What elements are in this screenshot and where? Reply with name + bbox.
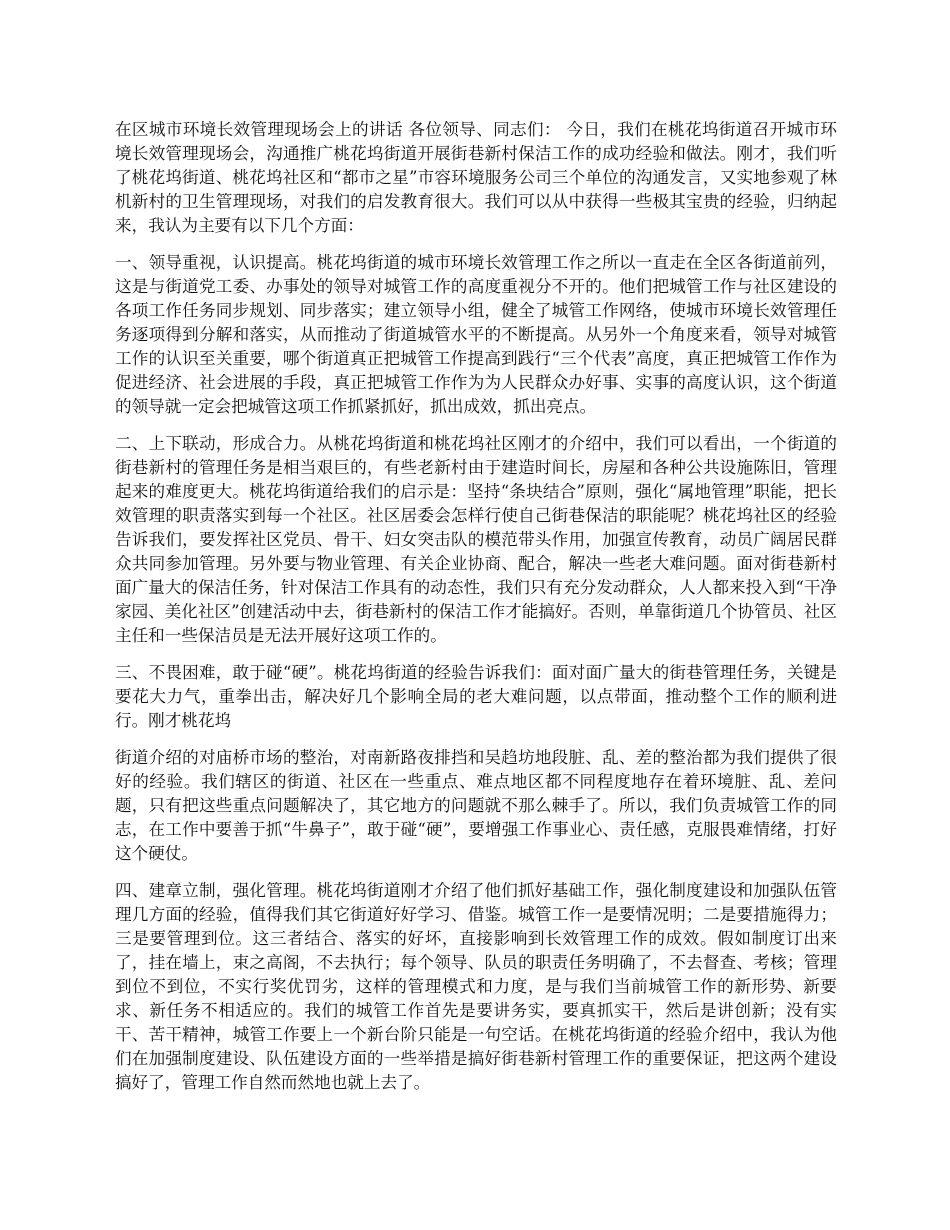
paragraph-point-2: 二、上下联动，形成合力。从桃花坞街道和桃花坞社区刚才的介绍中，我们可以看出，一个街道的街巷新村的管理任务是相当艰巨的，有些老新村由于建造时间长，房屋和各种公共设施陈旧，管理起来的难度更大。桃花坞街道给我们的启示是：坚持“条块结合”原则，强化“属地管理”职能，把长效管理的职责落实到每一个社区。社区居委会怎样行使自己街巷保洁的职能呢？桃花坞社区的经验告诉我们，要发挥社区党员、骨干、妇女突击队的模范带头作用，加强宣传教育，动员广阔居民群众共同参加管理。另外要与物业管理、有关企业协商、配合，解决一些老大难问题。面对街巷新村面广量大的保洁任务，针对保洁工作具有的动态性，我们只有充分发动群众，人人都来投入到“干净家园、美化社区”创建活动中去，街巷新村的保洁工作才能搞好。否则，单靠街道几个协管员、社区主任和一些保洁员是无法开展好这项工作的。 (115, 434, 838, 645)
paragraph-intro: 在区城市环境长效管理现场会上的讲话 各位领导、同志们： 今日，我们在桃花坞街道召开城市环境长效管理现场会，沟通推广桃花坞街道开展街巷新村保洁工作的成功经验和做法。刚才，我们听了桃花坞街道、桃花坞社区和“都市之星”市容环境服务公司三个单位的沟通发言，又实地参观了林机新村的卫生管理现场，对我们的启发教育很大。我们可以从中获得一些极其宝贵的经验，归纳起来，我认为主要有以下几个方面： (115, 120, 837, 235)
document-body (115, 118, 837, 1108)
paragraph-point-3-continued: 街道介绍的对庙桥市场的整治，对南新路夜排挡和吴趋坊地段脏、乱、差的整治都为我们提供了很好的经验。我们辖区的街道、社区在一些重点、难点地区都不同程度地存在着环境脏、乱、差问题，只有把这些重点问题解决了，其它地方的问题就不那么棘手了。所以，我们负责城管工作的同志，在工作中要善于抓“牛鼻子”，敢于碰“硬”，要增强工作事业心、责任感，克服畏难情绪，打好这个硬仗。 (115, 748, 837, 863)
paragraph-point-4: 四、建章立制，强化管理。桃花坞街道刚才介绍了他们抓好基础工作，强化制度建设和加强队伍管理几方面的经验，值得我们其它街道好好学习、借鉴。城管工作一是要情况明；二是要措施得力；三是要管理到位。这三者结合、落实的好坏，直接影响到长效管理工作的成效。假如制度订出来了，挂在墙上，束之高阁，不去执行；每个领导、队员的职责任务明确了，不去督查、考核；管理到位不到位，不实行奖优罚劣，这样的管理模式和力度，是与我们当前城管工作的新形势、新要求、新任务不相适应的。我们的城管工作首先是要讲务实，要真抓实干，然后是讲创新；没有实干、苦干精神，城管工作要上一个新台阶只能是一句空话。在桃花坞街道的经验介绍中，我认为他们在加强制度建设、队伍建设方面的一些举措是搞好街巷新村管理工作的重要保证，把这两个建设搞好了，管理工作自然而然地也就上去了。 (115, 881, 837, 1092)
paragraph-point-1: 一、领导重视，认识提高。桃花坞街道的城市环境长效管理工作之所以一直走在全区各街道前列，这是与街道党工委、办事处的领导对城管工作的高度重视分不开的。他们把城管工作与社区建设的各项工作任务同步规划、同步落实；建立领导小组，健全了城管工作网络，使城市环境长效管理任务逐项得到分解和落实，从而推动了街道城管水平的不断提高。从另外一个角度来看，领导对城管工作的认识至关重要，哪个街道真正把城管工作提高到践行“三个代表”高度，真正把城管工作作为促进经济、社会进展的手段，真正把城管工作作为为人民群众办好事、实事的高度认识，这个街道的领导就一定会把城管这项工作抓紧抓好，抓出成效，抓出亮点。 (115, 253, 837, 416)
paragraph-point-3: 三、不畏困难，敢于碰“硬”。桃花坞街道的经验告诉我们：面对面广量大的街巷管理任务，关键是要花大力气，重拳出击，解决好几个影响全局的老大难问题，以点带面，推动整个工作的顺利进行。刚才桃花坞 (115, 663, 837, 730)
